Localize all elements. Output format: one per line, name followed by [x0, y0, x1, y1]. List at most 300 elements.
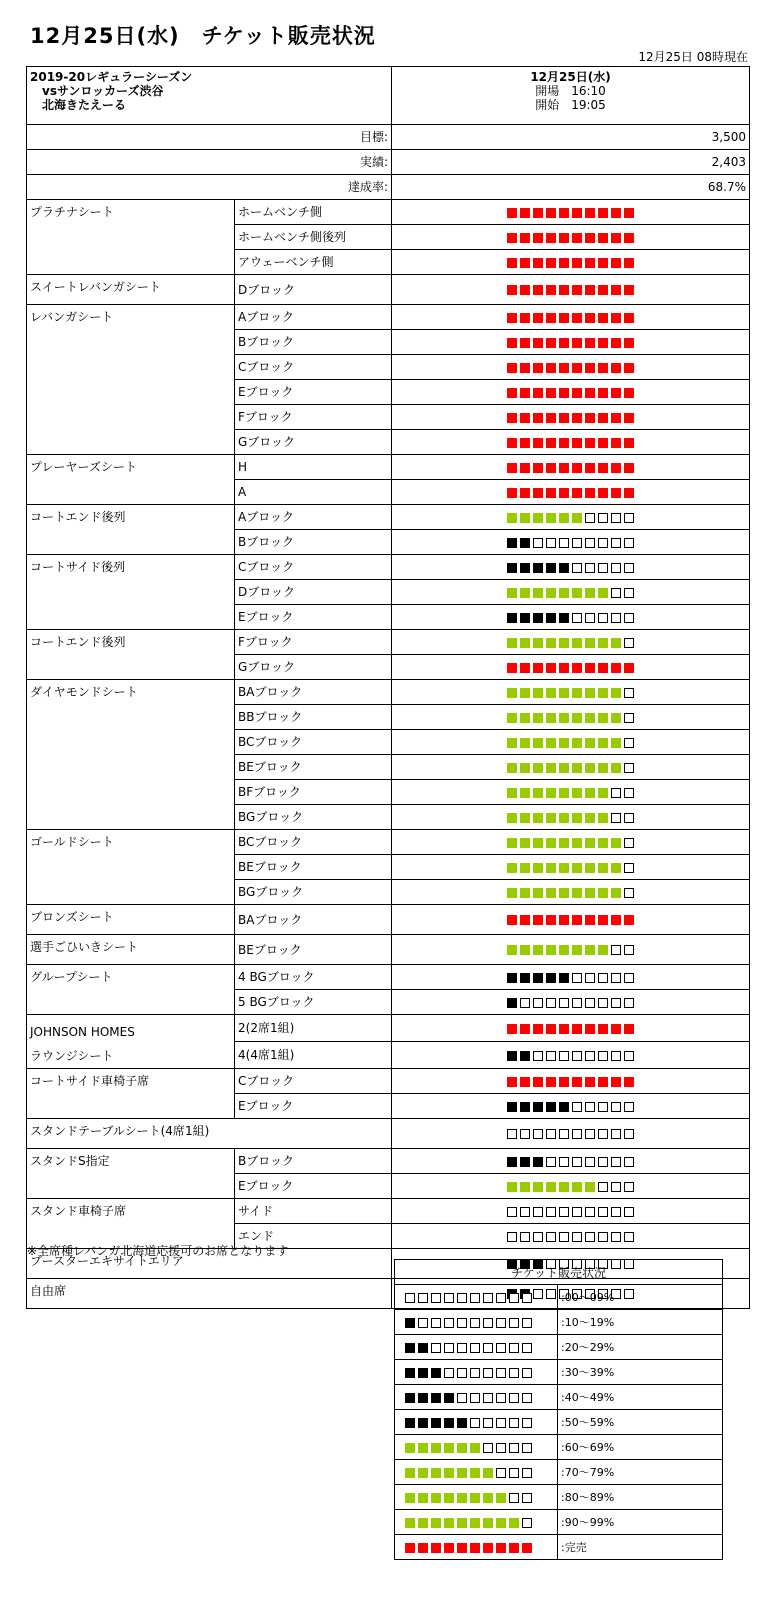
filled-square [598, 285, 608, 295]
filled-square [507, 363, 517, 373]
seat-row [27, 680, 750, 705]
empty-square [572, 1102, 582, 1112]
seat-category: スタンド車椅子席 [27, 1199, 235, 1249]
filled-square [559, 413, 569, 423]
filled-square [520, 463, 530, 473]
empty-square [624, 945, 634, 955]
filled-square [520, 388, 530, 398]
empty-square [418, 1318, 428, 1328]
seat-block: 4 BGブロック [235, 965, 392, 990]
filled-square [496, 1518, 506, 1528]
filled-square [611, 915, 621, 925]
filled-square [533, 233, 543, 243]
filled-square [520, 363, 530, 373]
empty-square [533, 1129, 543, 1139]
filled-square [520, 538, 530, 548]
seat-category: コートサイド後列 [27, 555, 235, 630]
seat-block: Aブロック [235, 505, 392, 530]
empty-square [611, 1182, 621, 1192]
empty-square [457, 1343, 467, 1353]
sales-status [392, 305, 750, 330]
filled-square [496, 1493, 506, 1503]
filled-square [533, 1157, 543, 1167]
seat-category: ブロンズシート [27, 905, 235, 935]
filled-square [598, 763, 608, 773]
filled-square [598, 313, 608, 323]
empty-square [522, 1343, 532, 1353]
filled-square [572, 945, 582, 955]
empty-square [483, 1318, 493, 1328]
empty-square [546, 1129, 556, 1139]
seat-category: ゴールドシート [27, 830, 235, 905]
legend-title: チケット販売状況 [395, 1260, 723, 1285]
filled-square [507, 863, 517, 873]
sales-status [392, 755, 750, 780]
sales-status [392, 1174, 750, 1199]
legend-row [395, 1360, 723, 1385]
seat-block: Dブロック [235, 580, 392, 605]
empty-square [520, 998, 530, 1008]
filled-square [572, 438, 582, 448]
empty-square [624, 513, 634, 523]
filled-square [483, 1468, 493, 1478]
filled-square [444, 1543, 454, 1553]
empty-square [598, 613, 608, 623]
filled-square [496, 1543, 506, 1553]
filled-square [585, 208, 595, 218]
filled-square [546, 463, 556, 473]
empty-square [611, 588, 621, 598]
seat-block: Dブロック [235, 275, 392, 305]
empty-square [624, 638, 634, 648]
empty-square [624, 863, 634, 873]
filled-square [520, 1182, 530, 1192]
filled-square [418, 1418, 428, 1428]
filled-square [611, 313, 621, 323]
filled-square [559, 973, 569, 983]
filled-square [507, 813, 517, 823]
filled-square [457, 1543, 467, 1553]
filled-square [572, 513, 582, 523]
seat-block: BAブロック [235, 905, 392, 935]
filled-square [585, 915, 595, 925]
seat-block: Eブロック [235, 1174, 392, 1199]
filled-square [507, 738, 517, 748]
seat-block: Cブロック [235, 1069, 392, 1094]
stat-value: 68.7% [392, 175, 750, 200]
filled-square [507, 233, 517, 243]
empty-square [624, 538, 634, 548]
empty-square [598, 563, 608, 573]
filled-square [457, 1418, 467, 1428]
stat-value: 3,500 [392, 125, 750, 150]
filled-square [585, 838, 595, 848]
filled-square [546, 208, 556, 218]
event-date: 12月25日(水) [530, 70, 611, 84]
progress-squares [403, 1316, 533, 1329]
empty-square [611, 1157, 621, 1167]
filled-square [598, 688, 608, 698]
filled-square [624, 338, 634, 348]
filled-square [507, 688, 517, 698]
empty-square [572, 1157, 582, 1167]
empty-square [509, 1393, 519, 1403]
seat-category-line: JOHNSON HOMES [30, 1025, 135, 1039]
progress-squares [403, 1441, 533, 1454]
filled-square [431, 1393, 441, 1403]
filled-square [559, 813, 569, 823]
progress-squares [506, 610, 636, 624]
seat-category: スタンドS指定 [27, 1149, 235, 1199]
filled-square [624, 1024, 634, 1034]
filled-square [533, 513, 543, 523]
filled-square [405, 1518, 415, 1528]
filled-square [598, 463, 608, 473]
filled-square [520, 863, 530, 873]
filled-square [611, 863, 621, 873]
stat-label: 実績: [27, 150, 392, 175]
filled-square [457, 1493, 467, 1503]
empty-square [496, 1443, 506, 1453]
empty-square [546, 998, 556, 1008]
filled-square [546, 588, 556, 598]
empty-square [598, 1102, 608, 1112]
filled-square [572, 863, 582, 873]
empty-square [522, 1293, 532, 1303]
empty-square [507, 1129, 517, 1139]
seat-row [27, 275, 750, 305]
empty-square [624, 1129, 634, 1139]
event-info [27, 67, 392, 125]
empty-square [624, 738, 634, 748]
filled-square [522, 1543, 532, 1553]
empty-square [572, 973, 582, 983]
empty-square [611, 513, 621, 523]
empty-square [520, 1232, 530, 1242]
filled-square [585, 863, 595, 873]
legend-squares [395, 1285, 558, 1310]
seat-row [27, 1119, 750, 1149]
seat-block: Cブロック [235, 555, 392, 580]
filled-square [559, 663, 569, 673]
progress-squares [506, 735, 636, 749]
empty-square [611, 813, 621, 823]
seat-block: 5 BGブロック [235, 990, 392, 1015]
seat-block: Aブロック [235, 305, 392, 330]
filled-square [585, 813, 595, 823]
seat-category: 選手ごひいきシート [27, 935, 235, 965]
legend-row [395, 1460, 723, 1485]
filled-square [520, 438, 530, 448]
legend-squares [395, 1510, 558, 1535]
empty-square [509, 1468, 519, 1478]
seat-block: サイド [235, 1199, 392, 1224]
filled-square [418, 1543, 428, 1553]
filled-square [507, 638, 517, 648]
footnote: ※全席種レバンガ北海道応援可のお席となります [27, 1244, 289, 1258]
sales-status [392, 455, 750, 480]
filled-square [546, 313, 556, 323]
filled-square [520, 713, 530, 723]
empty-square [585, 1129, 595, 1139]
seat-row [27, 455, 750, 480]
empty-square [431, 1343, 441, 1353]
stat-row-rate [27, 175, 750, 200]
legend-row [395, 1435, 723, 1460]
empty-square [585, 973, 595, 983]
empty-square [624, 888, 634, 898]
legend-squares [395, 1485, 558, 1510]
seat-category: スタンドテーブルシート(4席1組) [27, 1119, 392, 1149]
filled-square [520, 563, 530, 573]
empty-square [522, 1393, 532, 1403]
filled-square [444, 1443, 454, 1453]
filled-square [520, 1051, 530, 1061]
filled-square [405, 1343, 415, 1353]
filled-square [507, 888, 517, 898]
filled-square [624, 285, 634, 295]
sales-status [392, 250, 750, 275]
seat-block: Bブロック [235, 1149, 392, 1174]
filled-square [611, 463, 621, 473]
seat-block: 4(4席1組) [235, 1042, 392, 1069]
filled-square [598, 863, 608, 873]
filled-square [533, 763, 543, 773]
filled-square [598, 713, 608, 723]
filled-square [559, 233, 569, 243]
empty-square [572, 538, 582, 548]
filled-square [507, 413, 517, 423]
filled-square [559, 863, 569, 873]
filled-square [418, 1343, 428, 1353]
filled-square [585, 488, 595, 498]
seat-category: ダイヤモンドシート [27, 680, 235, 830]
filled-square [507, 838, 517, 848]
empty-square [457, 1368, 467, 1378]
legend-table [394, 1259, 723, 1560]
filled-square [624, 388, 634, 398]
filled-square [533, 588, 543, 598]
progress-squares [506, 230, 636, 244]
filled-square [507, 1051, 517, 1061]
event-schedule [392, 67, 750, 125]
filled-square [624, 233, 634, 243]
filled-square [611, 663, 621, 673]
seat-category: コートエンド後列 [27, 505, 235, 555]
filled-square [572, 588, 582, 598]
progress-squares [403, 1466, 533, 1479]
filled-square [457, 1468, 467, 1478]
filled-square [559, 388, 569, 398]
seat-category: 自由席 [27, 1279, 392, 1309]
filled-square [572, 763, 582, 773]
filled-square [533, 1024, 543, 1034]
filled-square [559, 688, 569, 698]
progress-squares [506, 585, 636, 599]
progress-squares [506, 510, 636, 524]
seat-category: レバンガシート [27, 305, 235, 455]
filled-square [405, 1468, 415, 1478]
sales-status [392, 1069, 750, 1094]
filled-square [559, 513, 569, 523]
filled-square [444, 1468, 454, 1478]
filled-square [507, 945, 517, 955]
filled-square [611, 838, 621, 848]
filled-square [520, 638, 530, 648]
seat-block: Bブロック [235, 330, 392, 355]
seat-row [27, 830, 750, 855]
filled-square [572, 1182, 582, 1192]
progress-squares [403, 1541, 533, 1554]
filled-square [533, 945, 543, 955]
filled-square [533, 788, 543, 798]
empty-square [611, 998, 621, 1008]
filled-square [598, 838, 608, 848]
progress-squares [403, 1291, 533, 1304]
seat-block: Fブロック [235, 405, 392, 430]
filled-square [585, 1077, 595, 1087]
legend-label: :80～89% [558, 1485, 723, 1510]
filled-square [520, 738, 530, 748]
filled-square [507, 538, 517, 548]
filled-square [507, 763, 517, 773]
empty-square [509, 1343, 519, 1353]
filled-square [624, 1077, 634, 1087]
filled-square [546, 763, 556, 773]
filled-square [444, 1518, 454, 1528]
filled-square [533, 363, 543, 373]
seat-category: ブースターエキサイトエリア [27, 1249, 392, 1279]
empty-square [624, 613, 634, 623]
empty-square [598, 1129, 608, 1139]
progress-squares [506, 1021, 636, 1035]
progress-squares [506, 913, 636, 927]
sales-status [392, 680, 750, 705]
empty-square [522, 1318, 532, 1328]
progress-squares [506, 535, 636, 549]
filled-square [533, 863, 543, 873]
filled-square [585, 233, 595, 243]
filled-square [533, 1182, 543, 1192]
seat-block: BFブロック [235, 780, 392, 805]
event-season: 2019-20レギュラーシーズン [30, 70, 193, 84]
filled-square [507, 973, 517, 983]
filled-square [546, 233, 556, 243]
progress-squares [403, 1366, 533, 1379]
filled-square [559, 638, 569, 648]
sales-status [392, 225, 750, 250]
filled-square [585, 388, 595, 398]
filled-square [572, 208, 582, 218]
filled-square [533, 313, 543, 323]
seat-block: Cブロック [235, 355, 392, 380]
filled-square [585, 313, 595, 323]
filled-square [572, 258, 582, 268]
sales-status [392, 380, 750, 405]
filled-square [572, 413, 582, 423]
sales-status [392, 1015, 750, 1042]
legend-squares [395, 1460, 558, 1485]
filled-square [507, 513, 517, 523]
sales-status [392, 530, 750, 555]
filled-square [559, 258, 569, 268]
filled-square [572, 688, 582, 698]
sales-status [392, 880, 750, 905]
empty-square [611, 945, 621, 955]
filled-square [483, 1543, 493, 1553]
filled-square [559, 563, 569, 573]
filled-square [598, 788, 608, 798]
empty-square [585, 538, 595, 548]
empty-square [624, 1207, 634, 1217]
empty-square [585, 1207, 595, 1217]
filled-square [418, 1368, 428, 1378]
filled-square [533, 973, 543, 983]
filled-square [611, 363, 621, 373]
empty-square [585, 1157, 595, 1167]
seat-row [27, 1199, 750, 1224]
filled-square [559, 713, 569, 723]
empty-square [418, 1293, 428, 1303]
filled-square [611, 1024, 621, 1034]
filled-square [611, 233, 621, 243]
filled-square [546, 638, 556, 648]
filled-square [559, 1182, 569, 1192]
legend-row [395, 1285, 723, 1310]
seat-block: BCブロック [235, 830, 392, 855]
progress-squares [506, 1074, 636, 1088]
empty-square [624, 688, 634, 698]
filled-square [546, 688, 556, 698]
legend-squares [395, 1410, 558, 1435]
filled-square [611, 738, 621, 748]
empty-square [624, 788, 634, 798]
filled-square [572, 388, 582, 398]
filled-square [585, 888, 595, 898]
filled-square [585, 663, 595, 673]
empty-square [611, 563, 621, 573]
filled-square [598, 888, 608, 898]
filled-square [431, 1443, 441, 1453]
filled-square [598, 1077, 608, 1087]
filled-square [520, 613, 530, 623]
filled-square [598, 488, 608, 498]
empty-square [522, 1368, 532, 1378]
filled-square [585, 688, 595, 698]
empty-square [559, 1207, 569, 1217]
seat-block: BBブロック [235, 705, 392, 730]
filled-square [624, 463, 634, 473]
empty-square [572, 1129, 582, 1139]
seat-block: H [235, 455, 392, 480]
seat-block: ホームベンチ側後列 [235, 225, 392, 250]
seat-block: BGブロック [235, 805, 392, 830]
filled-square [585, 438, 595, 448]
progress-squares [403, 1341, 533, 1354]
seat-block: BAブロック [235, 680, 392, 705]
progress-squares [506, 1179, 636, 1193]
progress-squares [403, 1491, 533, 1504]
legend-row [395, 1485, 723, 1510]
empty-square [559, 998, 569, 1008]
filled-square [470, 1443, 480, 1453]
legend-row [395, 1385, 723, 1410]
filled-square [585, 738, 595, 748]
filled-square [546, 1102, 556, 1112]
empty-square [444, 1293, 454, 1303]
empty-square [624, 1102, 634, 1112]
empty-square [598, 1157, 608, 1167]
